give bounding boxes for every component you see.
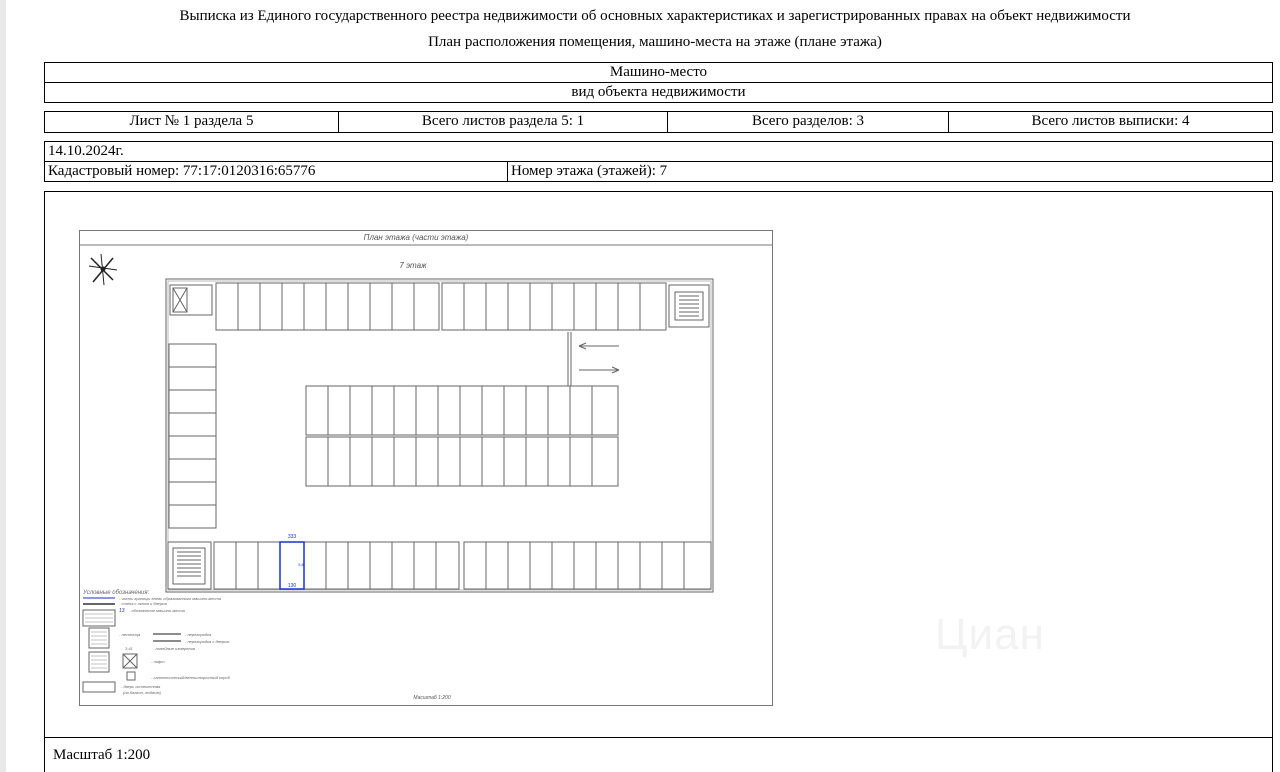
plan-floor-label: 7 этаж — [399, 261, 427, 270]
sheets-in-section: Всего листов раздела 5: 1 — [339, 112, 668, 132]
legend-number-sample: 13 — [119, 608, 125, 614]
legend-item: - обозначение машино-места — [129, 608, 185, 613]
legend — [82, 590, 231, 695]
record-date: 14.10.2024г. — [48, 143, 124, 159]
selected-parking-spot — [280, 534, 305, 589]
traffic-arrow-right-icon — [579, 367, 619, 373]
legend-title: Условные обозначения: — [83, 590, 150, 596]
parking-left-column — [169, 344, 216, 528]
scale-label: Масштаб 1:200 — [53, 747, 151, 763]
sheets-total: Всего листов выписки: 4 — [1031, 113, 1190, 129]
left-edge — [0, 0, 6, 772]
ramp-divider — [568, 332, 571, 386]
object-name-row — [44, 62, 1273, 83]
legend-item: - перегородка — [185, 632, 212, 637]
object-name: Машино-место — [609, 64, 708, 80]
parking-center-lower — [306, 437, 618, 486]
legend-item: (на балкон, лоджию) — [123, 690, 162, 695]
stairs-top-right — [669, 285, 709, 327]
floor-number: Номер этажа (этажей): 7 — [511, 163, 668, 179]
document-subtitle: План расположения помещения, машино-места на этаже (плане этажа) — [428, 34, 882, 50]
legend-item: - лифт — [151, 659, 165, 664]
elevator-top-left — [170, 285, 212, 315]
spot-dimension: 130 — [287, 583, 297, 589]
sheet-number: Лист № 1 раздела 5 — [45, 112, 339, 132]
compass-icon — [89, 254, 117, 285]
legend-item: - сантехнический/вентиляционный короб — [151, 675, 230, 680]
spot-number: 333 — [287, 534, 297, 540]
legend-item: - дверь остекленная — [121, 684, 161, 689]
traffic-arrow-left-icon — [579, 343, 619, 349]
document-title: Выписка из Единого государственного реестра недвижимости об основных характеристиках и зарегистрированных правах на объект недвижимости — [179, 8, 1131, 24]
drawing-scale-note: Масштаб 1:200 — [413, 695, 451, 701]
sheet-info-row — [44, 111, 1273, 133]
date-row — [44, 141, 1273, 162]
scale-row — [44, 737, 1273, 772]
watermark: Циан — [935, 610, 1045, 659]
parking-top-left — [216, 283, 439, 330]
parking-center-upper — [306, 386, 618, 435]
parking-bottom-row — [214, 542, 711, 589]
legend-item: - часть границы вновь образованного машино-места — [119, 596, 221, 601]
legend-item: - перегородка с дверью — [185, 639, 230, 644]
object-type-row — [44, 82, 1273, 103]
object-type-label: вид объекта недвижимости — [571, 84, 746, 100]
stairs-bottom-left — [168, 542, 211, 589]
legend-item: - лестница — [119, 632, 141, 637]
spot-side-dimension: 5,8 — [298, 562, 304, 567]
cadastral-row — [44, 161, 1273, 182]
legend-item: - линейные измерения — [153, 646, 196, 651]
sections-total: Всего разделов: 3 — [668, 112, 949, 132]
plan-title: План этажа (части этажа) — [363, 233, 469, 242]
parking-top-right — [442, 283, 666, 330]
legend-item: - стена с окном и дверью — [119, 601, 168, 606]
floor-plan-drawing — [79, 230, 775, 708]
legend-dim-sample: 3,41 — [125, 646, 133, 651]
cadastral-number: Кадастровый номер: 77:17:0120316:65776 — [45, 162, 508, 181]
